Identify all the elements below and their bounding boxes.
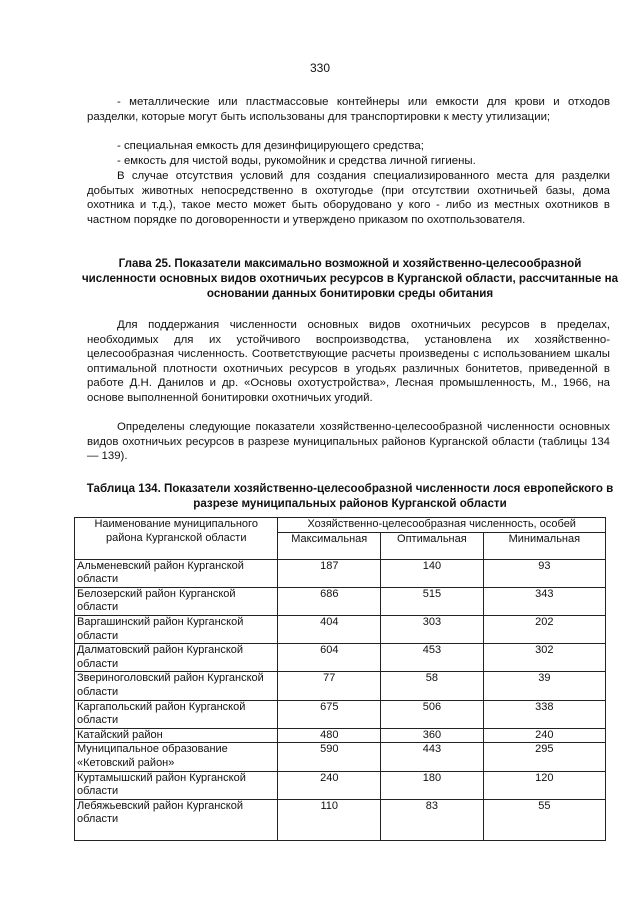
paragraph-list-item-water: - емкость для чистой воды, рукомойник и средства личной гигиены. [117, 155, 476, 167]
district-name-cell: Звериноголовский район Курганской области [75, 672, 278, 700]
opt-value-cell: 515 [381, 587, 484, 615]
district-name-cell: Альменевский район Курганской области [75, 559, 278, 587]
opt-value-cell: 83 [381, 799, 484, 840]
district-name-cell: Лебяжьевский район Курганской области [75, 799, 278, 840]
district-name-cell: Белозерский район Курганской области [75, 587, 278, 615]
district-name-cell: Катайский район [75, 728, 278, 743]
paragraph-list-item-containers: - металлические или пластмассовые контейнеры или емкости для крови и отходов разделки, которые могут быть использованы для транспортировки к месту утилизации; [87, 96, 610, 123]
max-value-cell: 404 [278, 615, 381, 643]
table-row [75, 644, 606, 672]
opt-value-cell: 180 [381, 771, 484, 799]
max-value-cell: 686 [278, 587, 381, 615]
district-name-cell: Муниципальное образование «Кетовский район» [75, 743, 278, 771]
district-name-cell: Далматовский район Курганской области [75, 644, 278, 672]
table-row [75, 743, 606, 771]
paragraph-indicators-defined: Определены следующие показатели хозяйственно-целесообразной численности основных видов охотничьих ресурсов в разрезе муниципальных районов Курганской области (таблицы 134 — 139). [87, 421, 610, 463]
opt-value-cell: 360 [381, 728, 484, 743]
opt-value-cell: 58 [381, 672, 484, 700]
header-population-group: Хозяйственно-целесообразная численность, особей [278, 518, 606, 533]
table-row [75, 672, 606, 700]
page-number: 330 [309, 61, 331, 75]
min-value-cell: 295 [483, 743, 605, 771]
table-row [75, 559, 606, 587]
table-row [75, 587, 606, 615]
max-value-cell: 675 [278, 700, 381, 728]
moose-population-table [74, 517, 606, 841]
max-value-cell: 77 [278, 672, 381, 700]
max-value-cell: 240 [278, 771, 381, 799]
max-value-cell: 604 [278, 644, 381, 672]
opt-value-cell: 453 [381, 644, 484, 672]
district-name-cell: Куртамышский район Курганской области [75, 771, 278, 799]
min-value-cell: 120 [483, 771, 605, 799]
max-value-cell: 187 [278, 559, 381, 587]
opt-value-cell: 506 [381, 700, 484, 728]
min-value-cell: 338 [483, 700, 605, 728]
header-minimum: Минимальная [483, 532, 605, 559]
table-title: Таблица 134. Показатели хозяйственно-целесообразной численности лося европейского в разрезе муниципальных районов Курганской области [86, 482, 614, 510]
district-name-cell: Варгашинский район Курганской области [75, 615, 278, 643]
min-value-cell: 240 [483, 728, 605, 743]
min-value-cell: 302 [483, 644, 605, 672]
max-value-cell: 480 [278, 728, 381, 743]
table-row [75, 771, 606, 799]
opt-value-cell: 140 [381, 559, 484, 587]
max-value-cell: 110 [278, 799, 381, 840]
paragraph-butchering-place: В случае отсутствия условий для создания специализированного места для разделки добытых животных непосредственно в охотугодье (при отсутствии охотничьей базы, дома охотника и т.д.), такое место может быть оборудовано у кого - либо из местных охотников в частном порядке по договоренности и утверждено приказом по охотпользователя. [87, 170, 610, 226]
table-row [75, 615, 606, 643]
min-value-cell: 343 [483, 587, 605, 615]
table-row [75, 700, 606, 728]
header-maximum: Максимальная [278, 532, 381, 559]
paragraph-population-maintenance: Для поддержания численности основных видов охотничьих ресурсов в пределах, необходимых для их устойчивого воспроизводства, установлена их хозяйственно-целесообразная численность. Соответствующие расчеты произведены с использованием шкалы оптимальной плотности охотничьих ресурсов в угодьях различных бонитетов, приведенной в работе Д.Н. Данилов и др. «Основы охотустройства», Лесная промышленность, М., 1966, на основе выполненной бонитировки охотничьих угодий. [87, 319, 610, 404]
min-value-cell: 202 [483, 615, 605, 643]
max-value-cell: 590 [278, 743, 381, 771]
paragraph-list-item-disinfectant: - специальная емкость для дезинфицирующего средства; [117, 140, 424, 152]
table-row [75, 728, 606, 743]
table-row [75, 799, 606, 840]
chapter-heading: Глава 25. Показатели максимально возможной и хозяйственно-целесообразной численности основных видов охотничьих ресурсов в Курганской области, рассчитанные на основании данных бонитировки среды обитания [81, 257, 619, 300]
opt-value-cell: 443 [381, 743, 484, 771]
opt-value-cell: 303 [381, 615, 484, 643]
min-value-cell: 39 [483, 672, 605, 700]
header-district-name: Наименование муниципального района Курганской области [75, 518, 278, 560]
district-name-cell: Каргапольский район Курганской области [75, 700, 278, 728]
min-value-cell: 55 [483, 799, 605, 840]
header-optimal: Оптимальная [381, 532, 484, 559]
min-value-cell: 93 [483, 559, 605, 587]
